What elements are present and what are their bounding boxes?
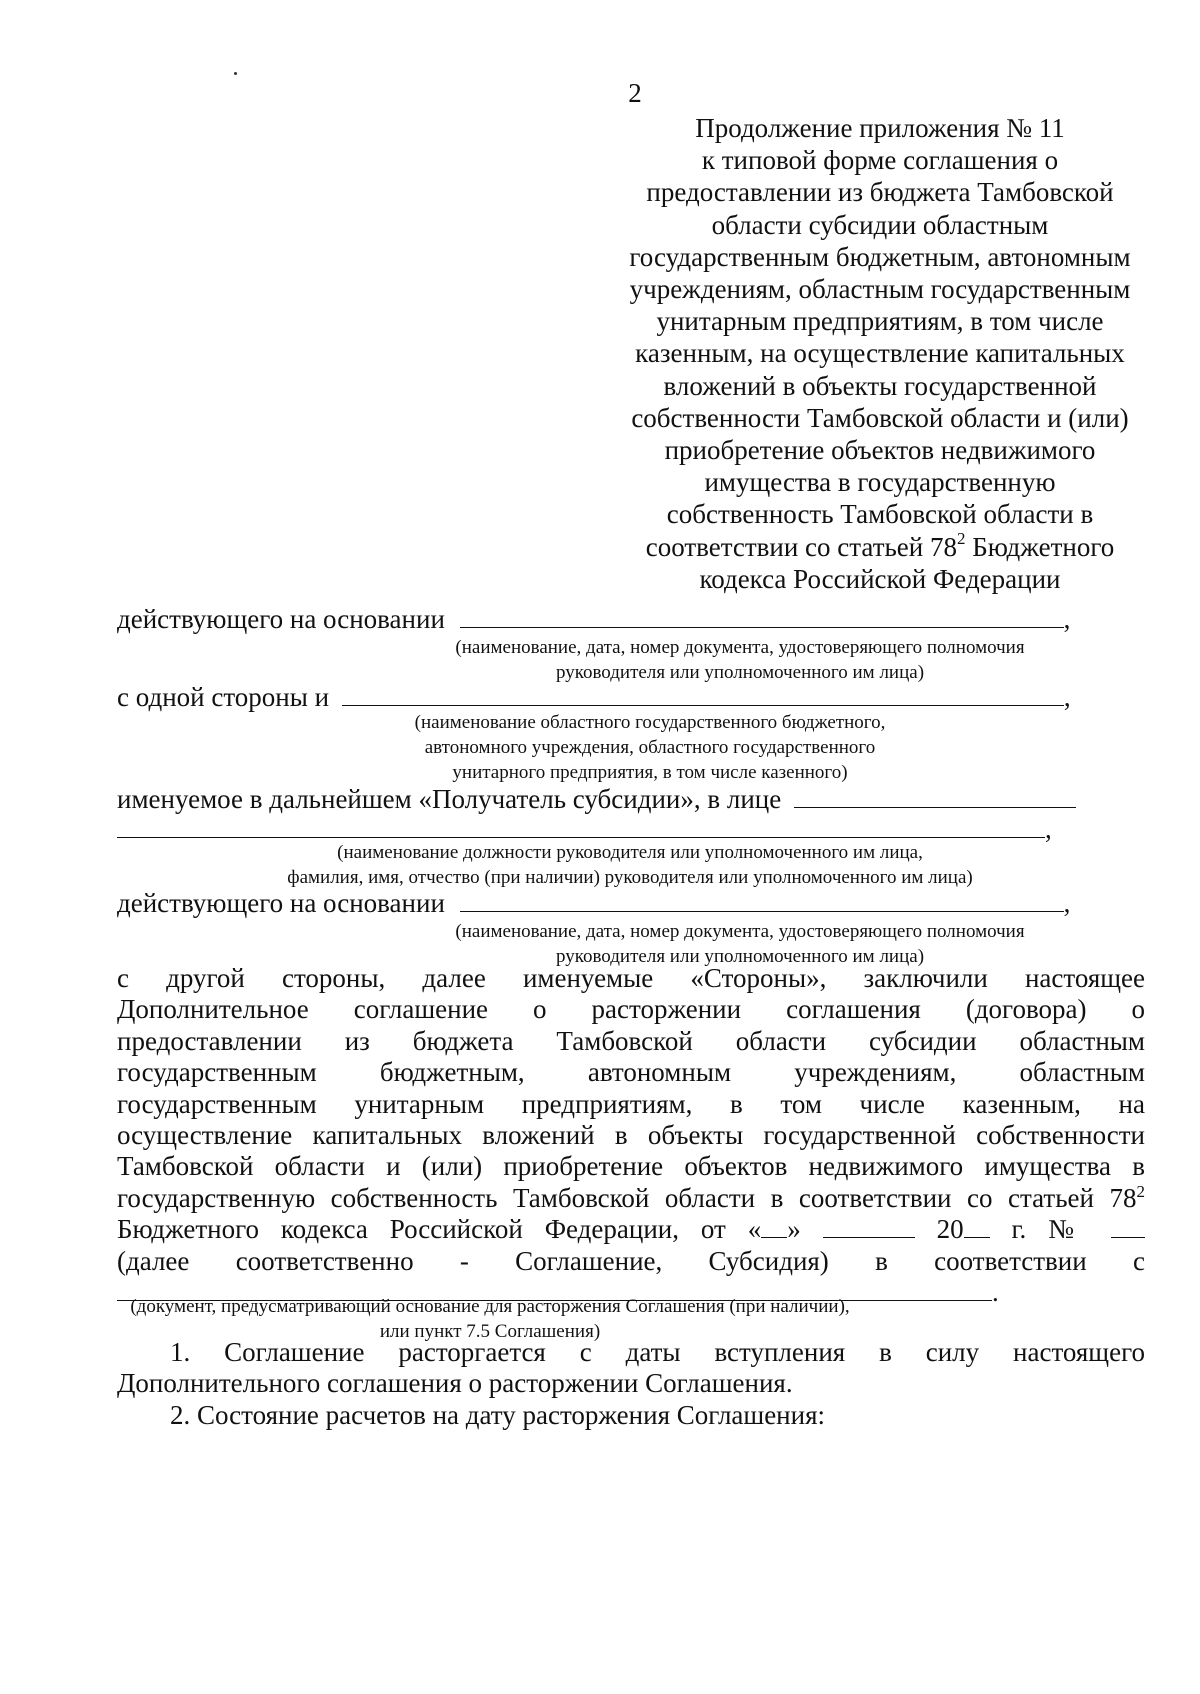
clauses [117,1337,1145,1431]
day-field[interactable] [761,1215,787,1238]
caption-line: руководителя или уполномоченного им лица) [555,662,925,683]
one-side-row [117,681,1142,713]
caption-representative [160,840,1100,890]
body-line-article [117,1183,1145,1214]
header-line: учреждениям, областным государственным [629,274,1131,305]
header-article-text-end: Бюджетного [965,531,1115,562]
caption-line: фамилия, имя, отчество (при наличии) руководителя или уполномоченного им лица) [287,867,973,888]
header-line: Продолжение приложения № 11 [695,113,1065,143]
caption-line: руководителя или уполномоченного им лица) [555,946,925,967]
year-field[interactable] [964,1215,990,1238]
recipient-row [117,783,1142,815]
caption-line: (наименование областного государственного бюджетного, [414,712,886,733]
header-article-superscript: 2 [957,528,966,548]
header-line: предоставлении из бюджета Тамбовской [646,177,1114,208]
body-line: (далее соответственно - Соглашение, Субсидия) в соответствии с [117,1245,1145,1276]
body-line: осуществление капитальных вложений в объекты государственной собственности [117,1119,1145,1150]
one-side-label: с одной стороны и [117,682,330,712]
agreement-body [117,963,1145,1308]
caption-recipient [380,710,920,785]
body-line: государственным унитарным предприятиям, в том числе казенным, на [117,1088,1145,1119]
body-article-text: государственную собственность Тамбовской области в соответствии со статьей 78 [117,1182,1137,1213]
page-number: 2 [628,78,642,108]
header-line: имущества в государственную [704,467,1056,498]
year-suffix: г. [1011,1214,1027,1245]
body-line: Дополнительное соглашение о расторжении соглашения (договора) о [117,994,1145,1025]
header-line-article [600,528,1160,563]
acting-basis-row-2 [117,887,1142,919]
clause-2-line: 2. Состояние расчетов на дату расторжения Соглашения: [170,1399,826,1430]
body-line: предоставлении из бюджета Тамбовской области субсидии областным [117,1025,1145,1056]
date-intro: Бюджетного кодекса Российской Федерации, от « [117,1214,762,1245]
comma: , [1063,888,1071,918]
scan-speck [234,72,237,75]
clause-1-line: 1. Соглашение расторгается с даты вступления в силу настоящего [170,1337,1145,1367]
acting-basis-label: действующего на основании [117,888,445,918]
body-line-date [117,1214,1145,1245]
acting-basis-field-1[interactable] [460,603,1064,628]
period: . [992,1276,999,1307]
header-line: унитарным предприятиям, в том числе [656,306,1104,337]
header-article-text: соответствии со статьей 78 [645,531,957,562]
caption-authority-document-2 [430,919,1050,969]
header-line: к типовой форме соглашения о [701,145,1059,176]
acting-basis-field-2[interactable] [460,887,1064,912]
body-article-superscript: 2 [1136,1181,1145,1201]
caption-authority-document-1 [430,635,1050,685]
appendix-header [600,112,1160,595]
comma: , [1063,682,1071,712]
header-line: вложений в объекты государственной [663,370,1097,401]
body-line: государственным бюджетным, автономным учреждениям, областным [117,1057,1145,1088]
month-field[interactable] [823,1215,915,1238]
caption-line: или пункт 7.5 Соглашения) [379,1321,601,1342]
caption-line: унитарного предприятия, в том числе казенного) [452,762,848,783]
caption-line: (наименование должности руководителя или уполномоченного им лица, [337,842,923,863]
one-side-field[interactable] [342,681,1064,706]
representative-field[interactable] [117,813,1045,838]
header-line: казенным, на осуществление капитальных [635,338,1125,369]
agreement-number-field[interactable] [1111,1215,1145,1238]
acting-basis-row-1 [117,603,1142,635]
comma: , [1063,604,1071,634]
header-line: собственности Тамбовской области и (или) [631,402,1129,433]
caption-line: (наименование, дата, номер документа, удостоверяющего полномочия [455,921,1025,942]
quote-close: » [787,1214,801,1245]
clause-1-line: Дополнительного соглашения о расторжении Соглашения. [117,1368,793,1399]
year-prefix: 20 [936,1214,964,1245]
recipient-label: именуемое в дальнейшем «Получатель субсидии», в лице [117,784,782,814]
header-line: государственным бюджетным, автономным [629,241,1131,272]
caption-line: (документ, предусматривающий основание для расторжения Соглашения (при наличии), [130,1296,850,1317]
comma: , [1045,814,1052,844]
caption-line: автономного учреждения, областного государственного [424,737,876,758]
header-line: собственность Тамбовской области в [666,499,1094,530]
caption-line: (наименование, дата, номер документа, удостоверяющего полномочия [455,637,1025,658]
header-line: кодекса Российской Федерации [699,563,1061,594]
body-line: с другой стороны, далее именуемые «Стороны», заключили настоящее [117,963,1145,993]
acting-basis-label: действующего на основании [117,604,445,634]
body-line: Тамбовской области и (или) приобретение объектов недвижимого имущества в [117,1151,1145,1182]
header-line: приобретение объектов недвижимого [664,435,1096,466]
representative-field-start[interactable] [794,783,1076,808]
header-line: области субсидии областным [711,209,1049,240]
number-sign: № [1048,1214,1090,1245]
